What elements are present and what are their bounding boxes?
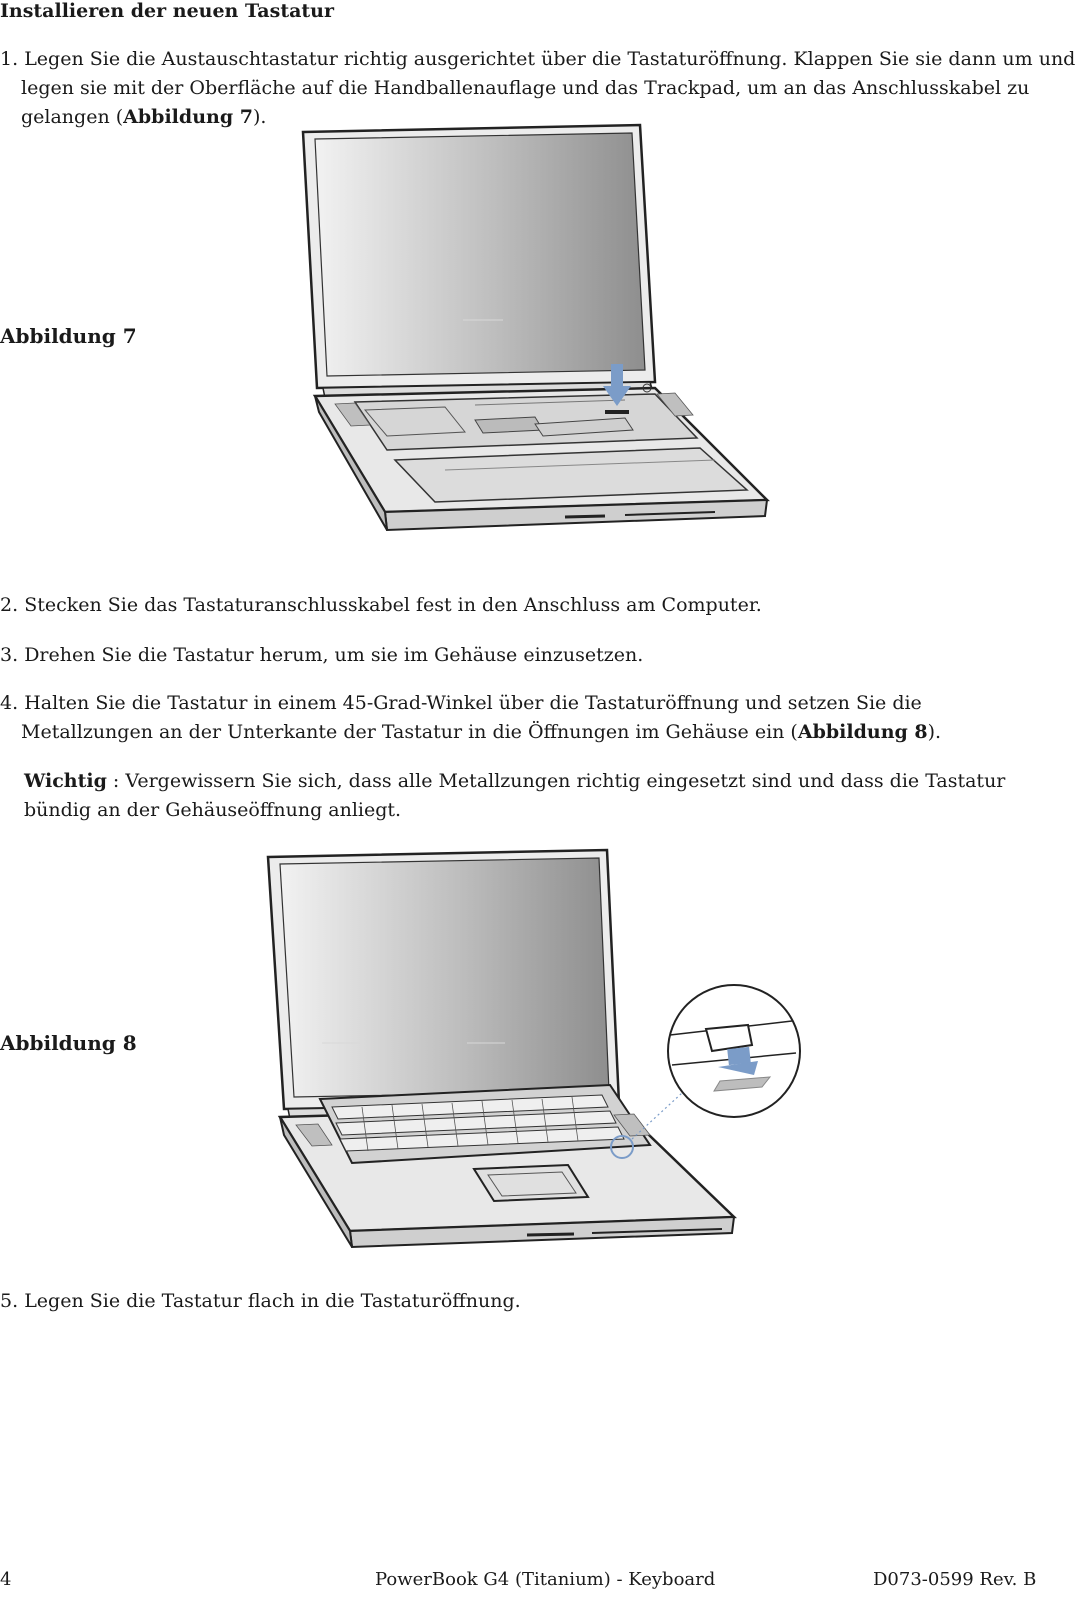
step-5 — [0, 1287, 1085, 1316]
footer-page-number: 4 — [0, 1569, 12, 1590]
step-text: Stecken Sie das Tastaturanschlusskabel fest in den Anschluss am Computer. — [24, 594, 762, 616]
step-number: 4. — [0, 692, 19, 714]
step-3 — [0, 641, 1085, 670]
section-heading: Installieren der neuen Tastatur — [0, 0, 335, 22]
step-number: 1. — [0, 48, 19, 70]
step-text: Legen Sie die Austauschtastatur richtig ausgerichtet über die Tastaturöffnung. Klappen Sie sie dann um und legen sie mit der Oberfläche auf die Handballenauflage und das Trackpad, um an das Anschlusskabel zu gelangen ( — [21, 48, 1076, 128]
step-number: 2. — [0, 594, 19, 616]
step-2 — [0, 591, 1085, 620]
figure-reference: Abbildung 7 — [123, 106, 253, 128]
step-text: Legen Sie die Tastatur flach in die Tastaturöffnung. — [24, 1290, 521, 1312]
figure-7-laptop-illustration — [295, 120, 780, 550]
footer-title: PowerBook G4 (Titanium) - Keyboard — [375, 1569, 716, 1590]
figure-8-label: Abbildung 8 — [0, 1031, 137, 1055]
figure-7-label: Abbildung 7 — [0, 324, 137, 348]
figure-8-laptop-illustration — [262, 845, 812, 1255]
step-text-end: ). — [252, 106, 267, 128]
step-text-end: ). — [927, 721, 942, 743]
step-text: Drehen Sie die Tastatur herum, um sie im Gehäuse einzusetzen. — [24, 644, 644, 666]
step-4 — [0, 689, 1021, 747]
step-text: Halten Sie die Tastatur in einem 45-Grad-Winkel über die Tastaturöffnung und setzen Sie die Metallzungen an der Unterkante der Tastatur in die Öffnungen im Gehäuse ein ( — [21, 692, 922, 743]
step-number: 5. — [0, 1290, 19, 1312]
important-note — [24, 767, 1014, 825]
step-number: 3. — [0, 644, 19, 666]
footer-doc-id: D073-0599 Rev. B — [873, 1569, 1037, 1590]
step-1 — [0, 45, 1085, 132]
figure-reference: Abbildung 8 — [797, 721, 928, 743]
note-text: : Vergewissern Sie sich, dass alle Metallzungen richtig eingesetzt sind und dass die Tastatur bündig an der Gehäuseöffnung anliegt. — [24, 770, 1006, 821]
note-label: Wichtig — [24, 770, 107, 792]
